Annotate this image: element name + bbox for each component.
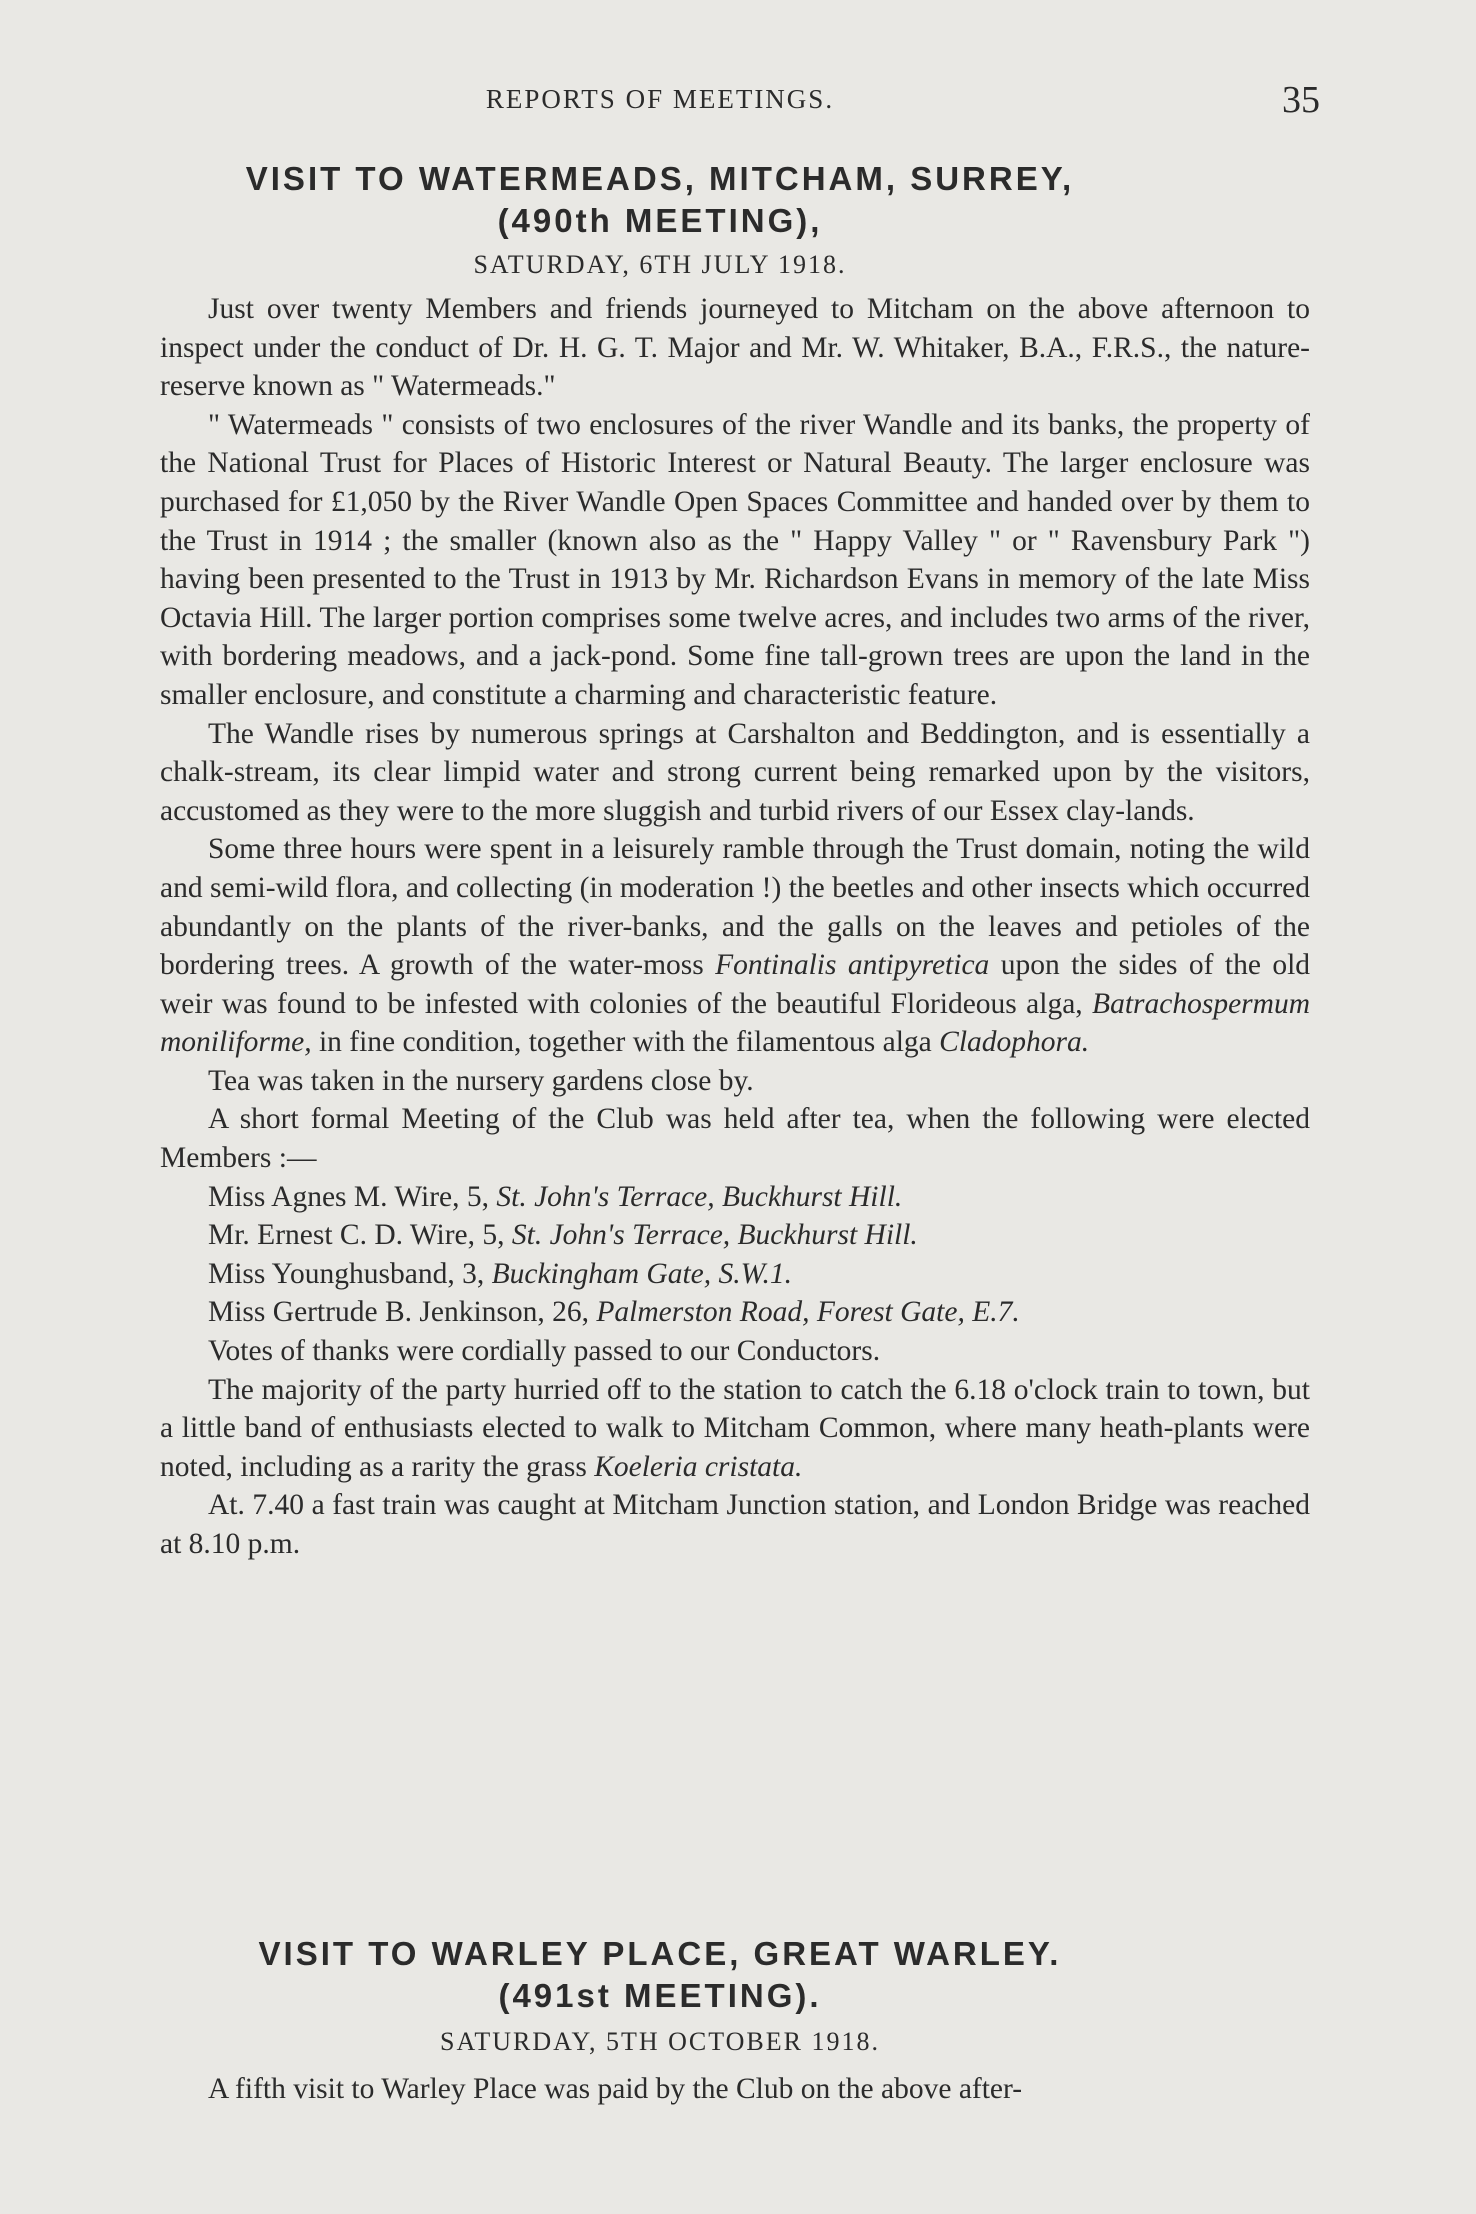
running-head: [160, 78, 1320, 128]
section2-title-line1: VISIT TO WARLEY PLACE, GREAT WARLEY.: [258, 1935, 1062, 1972]
ramble-text-c: upon the sides of the old weir was found to be infested with colonies of the beautiful Florideous alga,: [160, 949, 1311, 1020]
member-name: Miss Younghusband, 3,: [208, 1257, 492, 1290]
member-name: Mr. Ernest C. D. Wire, 5,: [208, 1219, 512, 1252]
paragraph-warley-intro: A fifth visit to Warley Place was paid by the Club on the above after-: [208, 2073, 1023, 2105]
ramble-text-a: Some three hours were spent in a leisurely ramble through the Trust domain, noting the wild and semi-wild flora, and collecting (in moderation !) the beetles and other insects which occurred abundantly on the plants of the river-banks, and the galls on the leaves and petioles of the bordering trees. A growth of the water-moss: [160, 833, 1310, 982]
paragraph-tea: Tea was taken in the nursery gardens close by.: [208, 1064, 754, 1097]
paragraph-return: [160, 1371, 1310, 1487]
paragraph-wandle: The Wandle rises by numerous springs at Carshalton and Beddington, and is essentially a chalk-stream, its clear limpid water and strong current being remarked upon by the visitors, accustomed as they were to the more sluggish and turbid rivers of our Essex clay-lands.: [160, 717, 1310, 827]
paragraph-watermeads: " Watermeads " consists of two enclosures of the river Wandle and its banks, the property of the National Trust for Places of Historic Interest or Natural Beauty. The larger enclosure was purchased for £1,050 by the River Wandle Open Spaces Committee and handed over by them to the Trust in 1914 ; the smaller (known also as the " Happy Valley " or " Ravensbury Park ") having been presented to the Trust in 1913 by Mr. Richardson Evans in memory of the late Miss Octavia Hill. The larger portion comprises some twelve acres, and includes two arms of the river, with bordering meadows, and a jack-pond. Some fine tall-grown trees are upon the land in the smaller enclosure, and constitute a charming and characteristic feature.: [160, 408, 1310, 711]
species-fontinalis: Fontinalis antipyretica: [715, 949, 990, 982]
member-address: St. John's Terrace, Buckhurst Hill.: [511, 1219, 918, 1252]
section2-body: [160, 2070, 1310, 2109]
paragraph-ramble: [160, 830, 1310, 1062]
species-batrachospermum: Batrachospermum moniliforme,: [160, 987, 1310, 1059]
member-address: Buckingham Gate, S.W.1.: [491, 1257, 793, 1290]
section1-body: [160, 290, 1310, 1564]
paragraph-train: At. 7.40 a fast train was caught at Mitcham Junction station, and London Bridge was reached at 8.10 p.m.: [160, 1489, 1310, 1560]
section2-title-line2: (491st MEETING).: [498, 1977, 822, 2014]
paragraph-votes: Votes of thanks were cordially passed to our Conductors.: [208, 1335, 881, 1368]
member-name: Miss Gertrude B. Jenkinson, 26,: [208, 1296, 597, 1329]
species-koeleria: Koeleria cristata.: [594, 1450, 803, 1483]
paragraph-meeting: A short formal Meeting of the Club was held after tea, when the following were elected Members :—: [160, 1103, 1310, 1175]
section1-title-line2: (490th MEETING),: [497, 202, 823, 239]
ramble-text-e: in fine condition, together with the filamentous alga: [311, 1026, 940, 1059]
paragraph-intro: Just over twenty Members and friends journeyed to Mitcham on the above afternoon to inspect under the conduct of Dr. H. G. T. Major and Mr. W. Whitaker, B.A., F.R.S., the nature-reserve known as " Watermeads.": [160, 293, 1310, 403]
member-entry: [160, 1178, 1310, 1217]
page-number: 35: [1282, 79, 1320, 121]
member-entry: [160, 1216, 1310, 1255]
section1-date: SATURDAY, 6TH JULY 1918.: [473, 250, 847, 279]
member-entry: [160, 1293, 1310, 1332]
return-text: The majority of the party hurried off to the station to catch the 6.18 o'clock train to town, but a little band of enthusiasts elected to walk to Mitcham Common, where many heath-plants were noted, including as a rarity the grass: [160, 1373, 1310, 1483]
member-address: St. John's Terrace, Buckhurst Hill.: [496, 1180, 903, 1213]
member-name: Miss Agnes M. Wire, 5,: [208, 1180, 497, 1213]
member-address: Palmerston Road, Forest Gate, E.7.: [596, 1296, 1020, 1329]
section1-title-line1: VISIT TO WATERMEADS, MITCHAM, SURREY,: [245, 160, 1075, 197]
species-cladophora: Cladophora.: [939, 1026, 1090, 1059]
member-entry: [160, 1255, 1310, 1294]
running-title: REPORTS OF MEETINGS.: [485, 84, 835, 114]
section2-date: SATURDAY, 5TH OCTOBER 1918.: [440, 2027, 880, 2056]
